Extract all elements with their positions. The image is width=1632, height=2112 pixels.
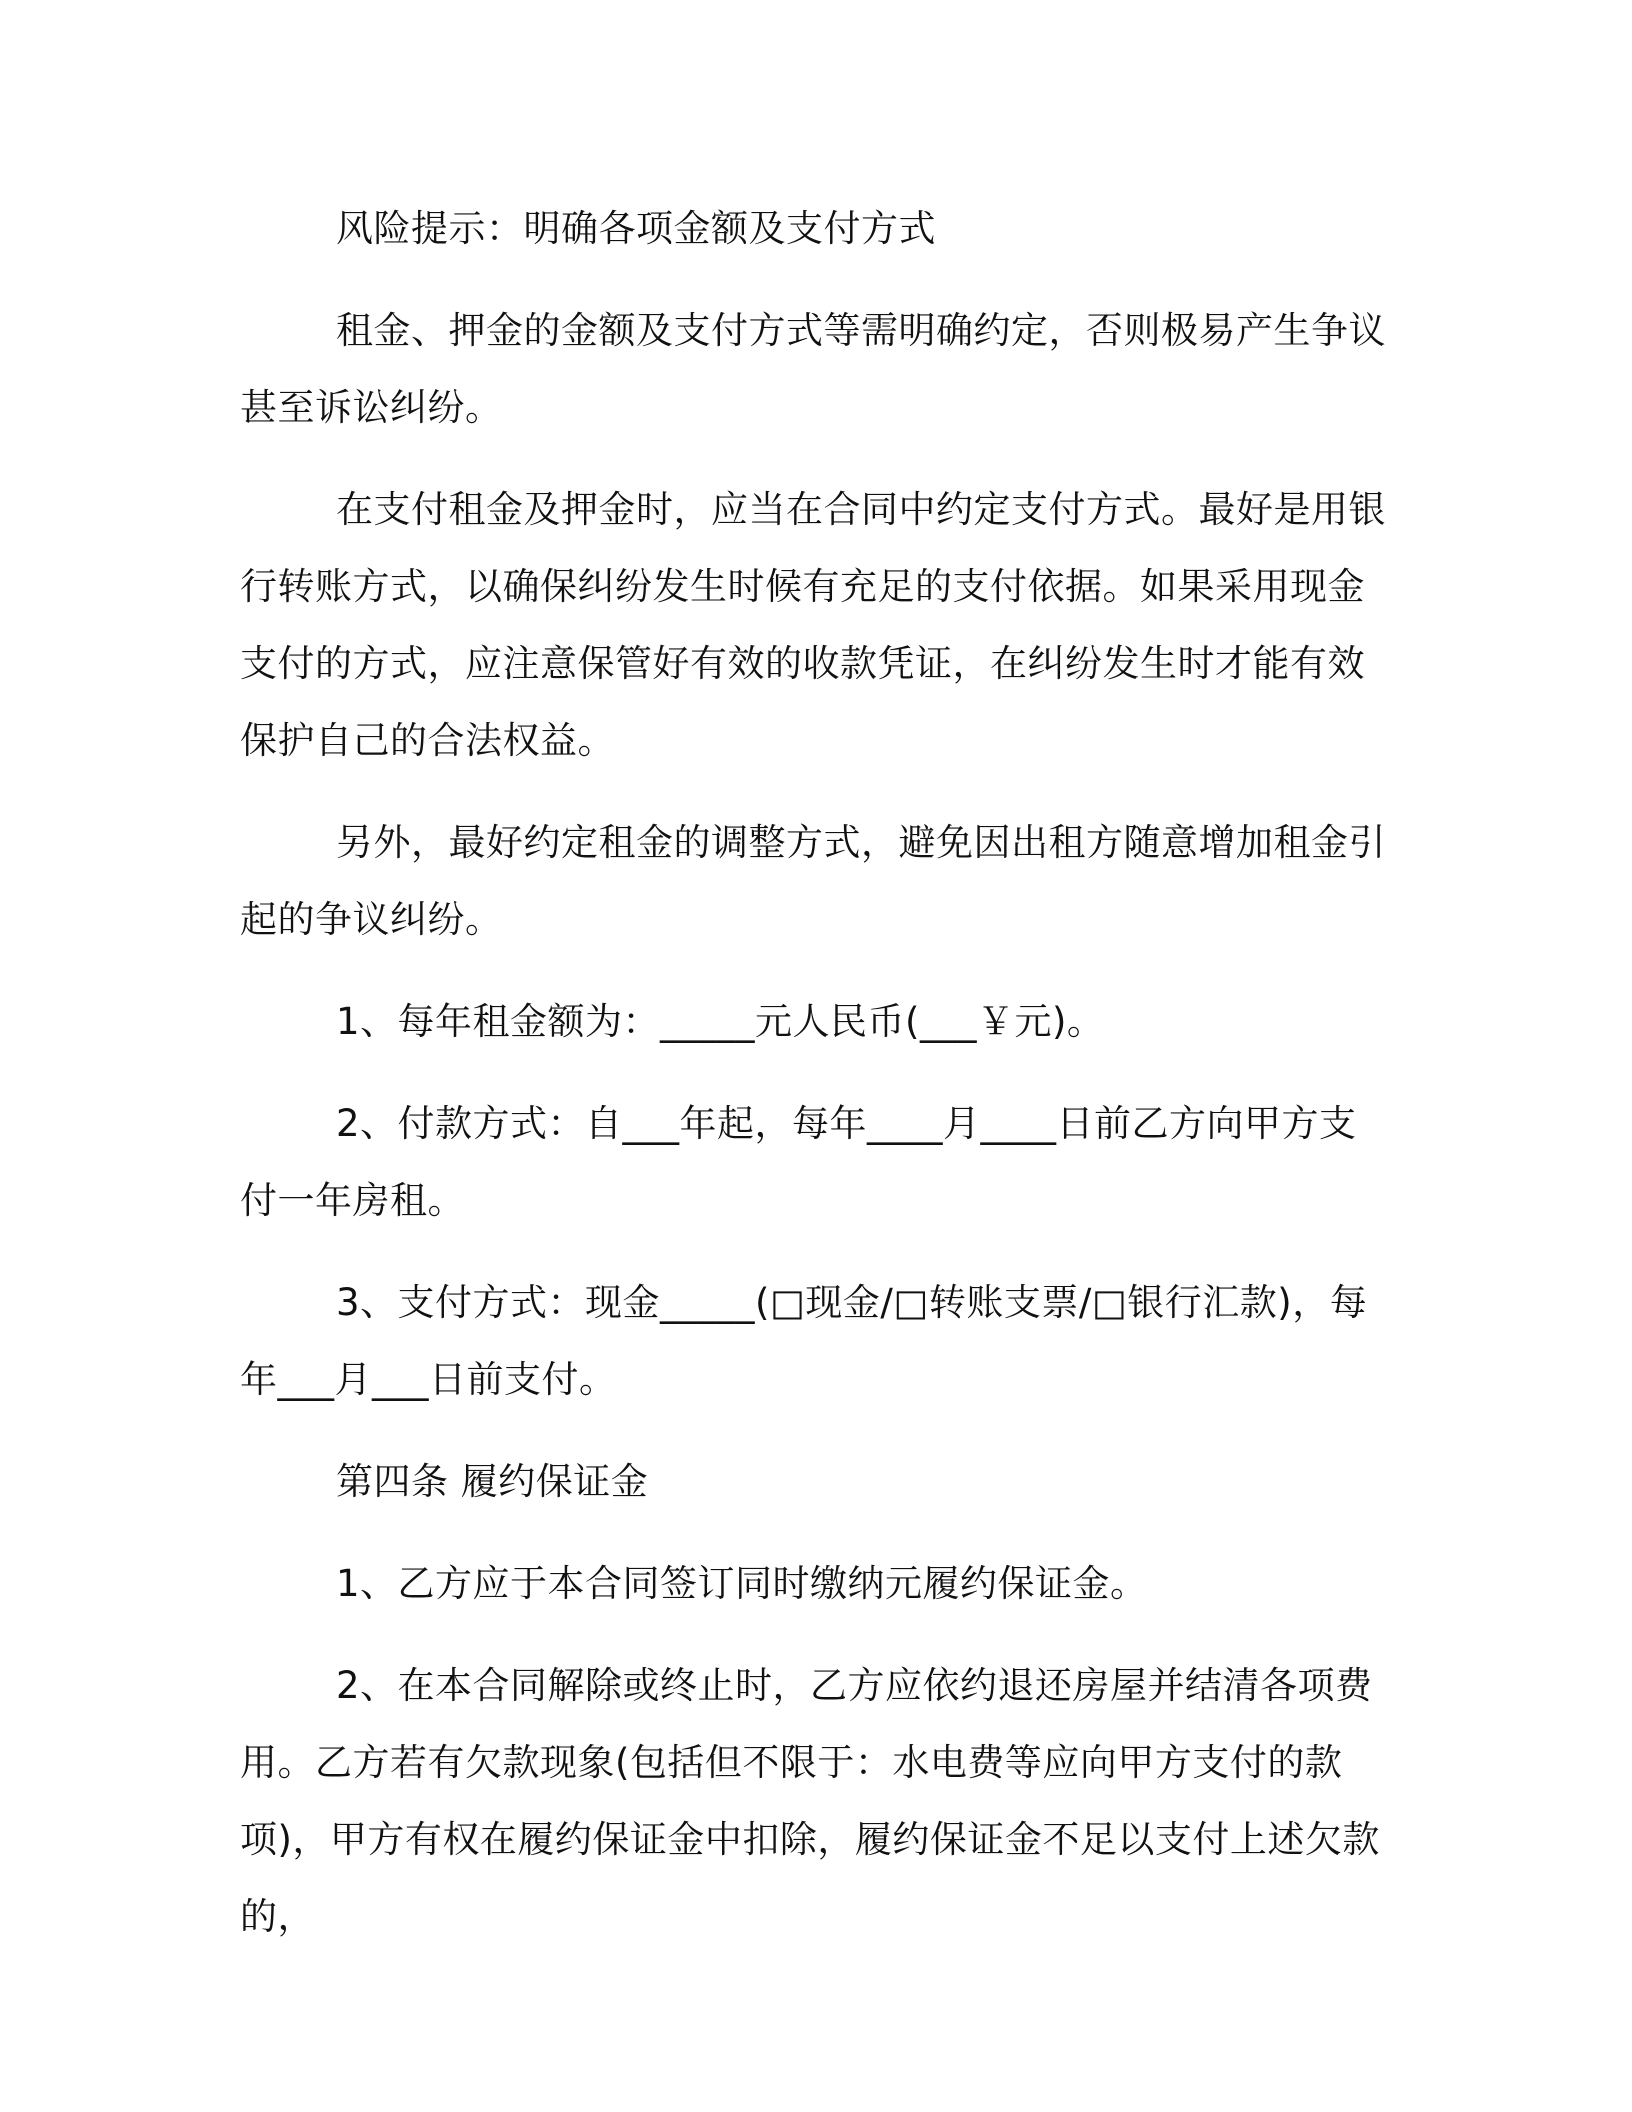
paragraph-amount-requirement: 租金、押金的金额及支付方式等需明确约定，否则极易产生争议甚至诉讼纠纷。 [240, 309, 1386, 429]
clause-annual-rent: 1、每年租金额为：_____元人民币(___￥元)。 [336, 1000, 1105, 1043]
paragraph-rent-adjustment: 另外，最好约定租金的调整方式，避免因出租方随意增加租金引起的争议纠纷。 [240, 821, 1386, 941]
clause-payment-schedule: 2、付款方式：自___年起，每年____月____日前乙方向甲方支付一年房租。 [240, 1102, 1357, 1222]
clause-payment-method: 3、支付方式：现金_____(□现金/□转账支票/□银行汇款)，每年___月___日前支付。 [240, 1281, 1368, 1401]
clause-deposit-settlement: 2、在本合同解除或终止时，乙方应依约退还房屋并结清各项费用。乙方若有欠款现象(包括但不限于：水电费等应向甲方支付的款项)，甲方有权在履约保证金中扣除，履约保证金不足以支付上述欠款的， [240, 1664, 1380, 1938]
document-page [240, 190, 1390, 1980]
article-four-heading: 第四条 履约保证金 [336, 1460, 649, 1503]
paragraph-payment-method-advice: 在支付租金及押金时，应当在合同中约定支付方式。最好是用银行转账方式，以确保纠纷发生时候有充足的支付依据。如果采用现金支付的方式，应注意保管好有效的收款凭证，在纠纷发生时才能有效保护自己的合法权益。 [240, 488, 1386, 762]
risk-notice-heading: 风险提示：明确各项金额及支付方式 [336, 207, 936, 250]
clause-deposit-payment: 1、乙方应于本合同签订同时缴纳元履约保证金。 [336, 1562, 1148, 1605]
